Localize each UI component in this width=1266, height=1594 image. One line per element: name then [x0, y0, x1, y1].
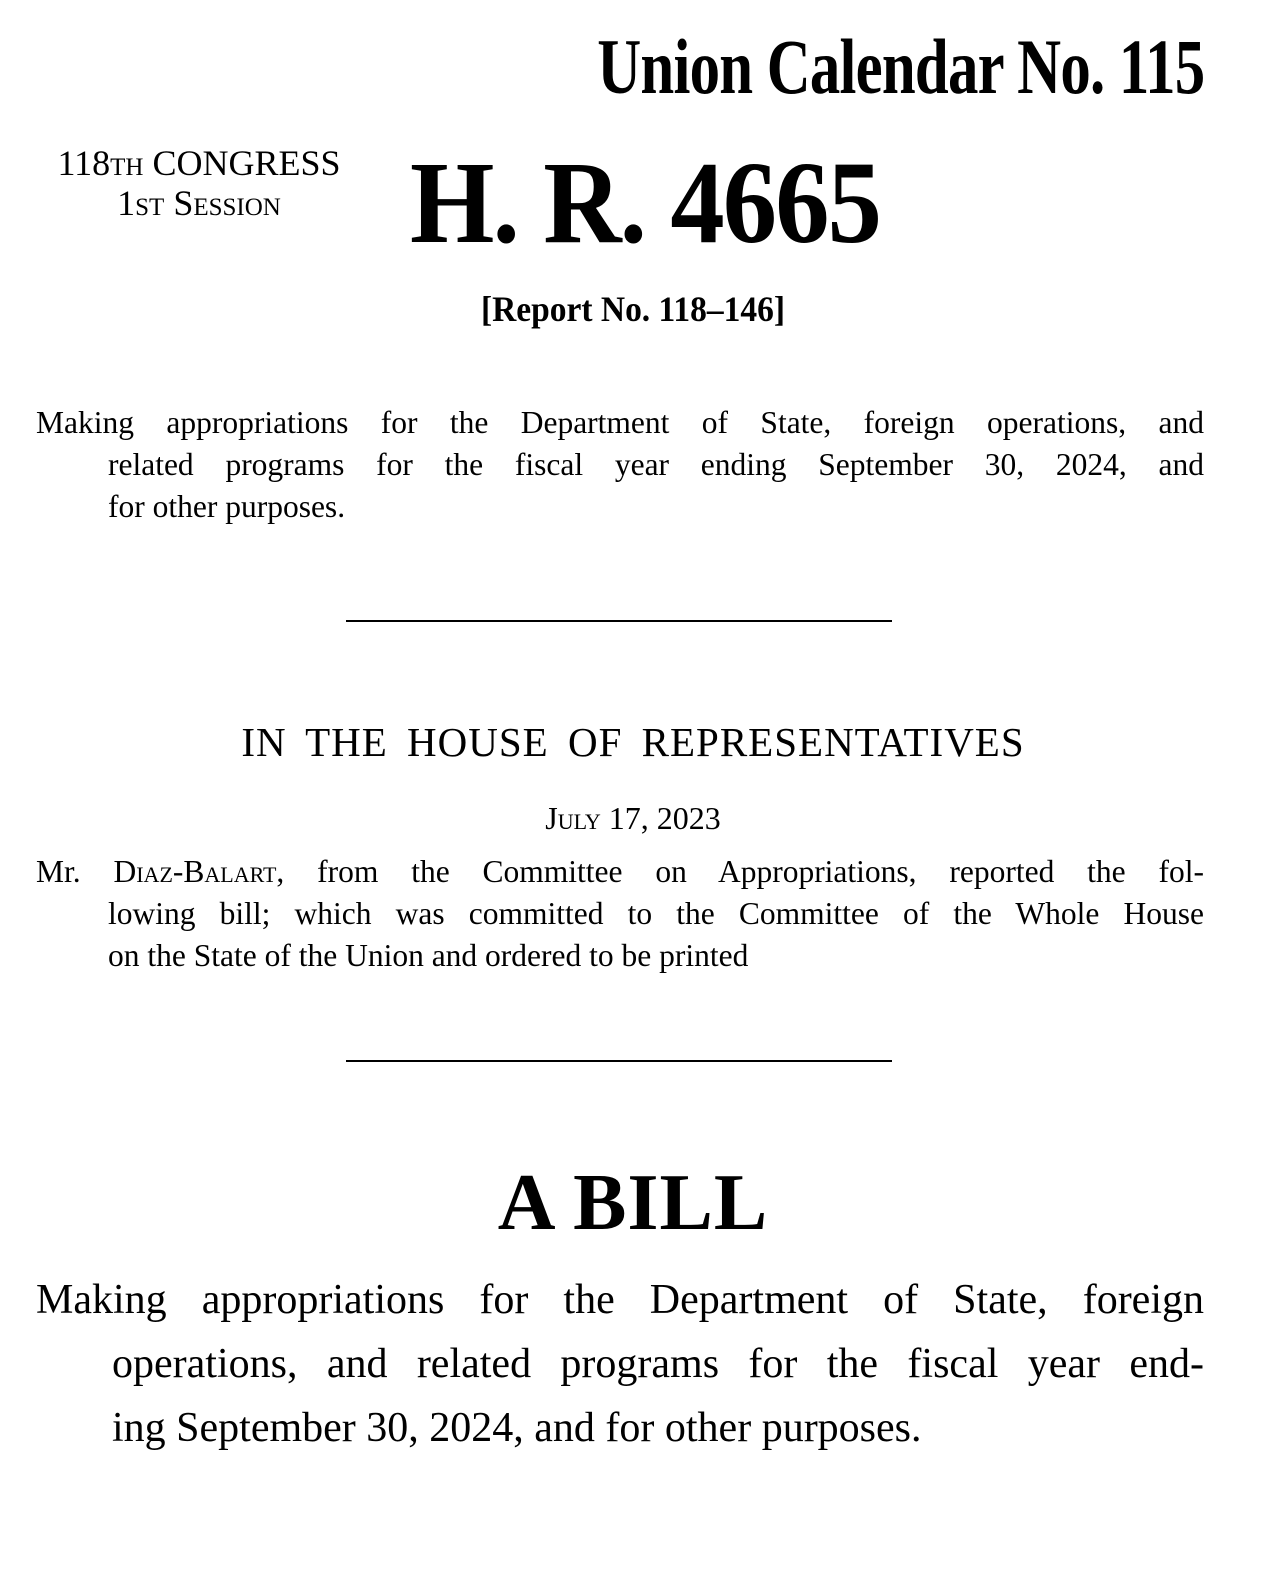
union-calendar-number: Union Calendar No. 115 — [596, 23, 1204, 110]
long-title-line: operations, and related programs for the fiscal year end- — [112, 1341, 1204, 1387]
congress-session — [36, 143, 362, 223]
divider — [346, 1060, 892, 1062]
report-date: July 17, 2023 — [545, 800, 721, 836]
congress-label: 118th CONGRESS — [57, 143, 341, 183]
report-number: [Report No. 118–146] — [480, 289, 786, 329]
short-title — [36, 402, 1204, 528]
long-title — [36, 1268, 1204, 1460]
action-line: on the State of the Union and ordered to be printed — [108, 938, 749, 973]
long-title-line: Making appropriations for the Department of State, foreign — [36, 1277, 1204, 1323]
bill-label: A BILL — [497, 1159, 769, 1247]
action-text: , from the Committee on Appropriations, reported the fol- — [276, 854, 1204, 889]
action-line — [36, 851, 1204, 893]
bill-number: H. R. 4665 — [410, 137, 881, 268]
short-title-line: for other purposes. — [108, 489, 346, 524]
session-label: 1st Session — [117, 183, 281, 223]
short-title-line: Making appropriations for the Department of State, foreign operations, and — [36, 405, 1204, 440]
action-line: lowing bill; which was committed to the Committee of the Whole House — [108, 896, 1204, 931]
sponsor-name: Diaz-Balart — [113, 854, 277, 889]
long-title-line: ing September 30, 2024, and for other purposes. — [112, 1405, 922, 1451]
sponsor-prefix: Mr. — [36, 854, 114, 889]
chamber-heading: IN THE HOUSE OF REPRESENTATIVES — [241, 719, 1025, 765]
short-title-line: related programs for the fiscal year ending September 30, 2024, and — [108, 447, 1204, 482]
committee-action — [36, 851, 1204, 977]
divider — [346, 620, 892, 622]
